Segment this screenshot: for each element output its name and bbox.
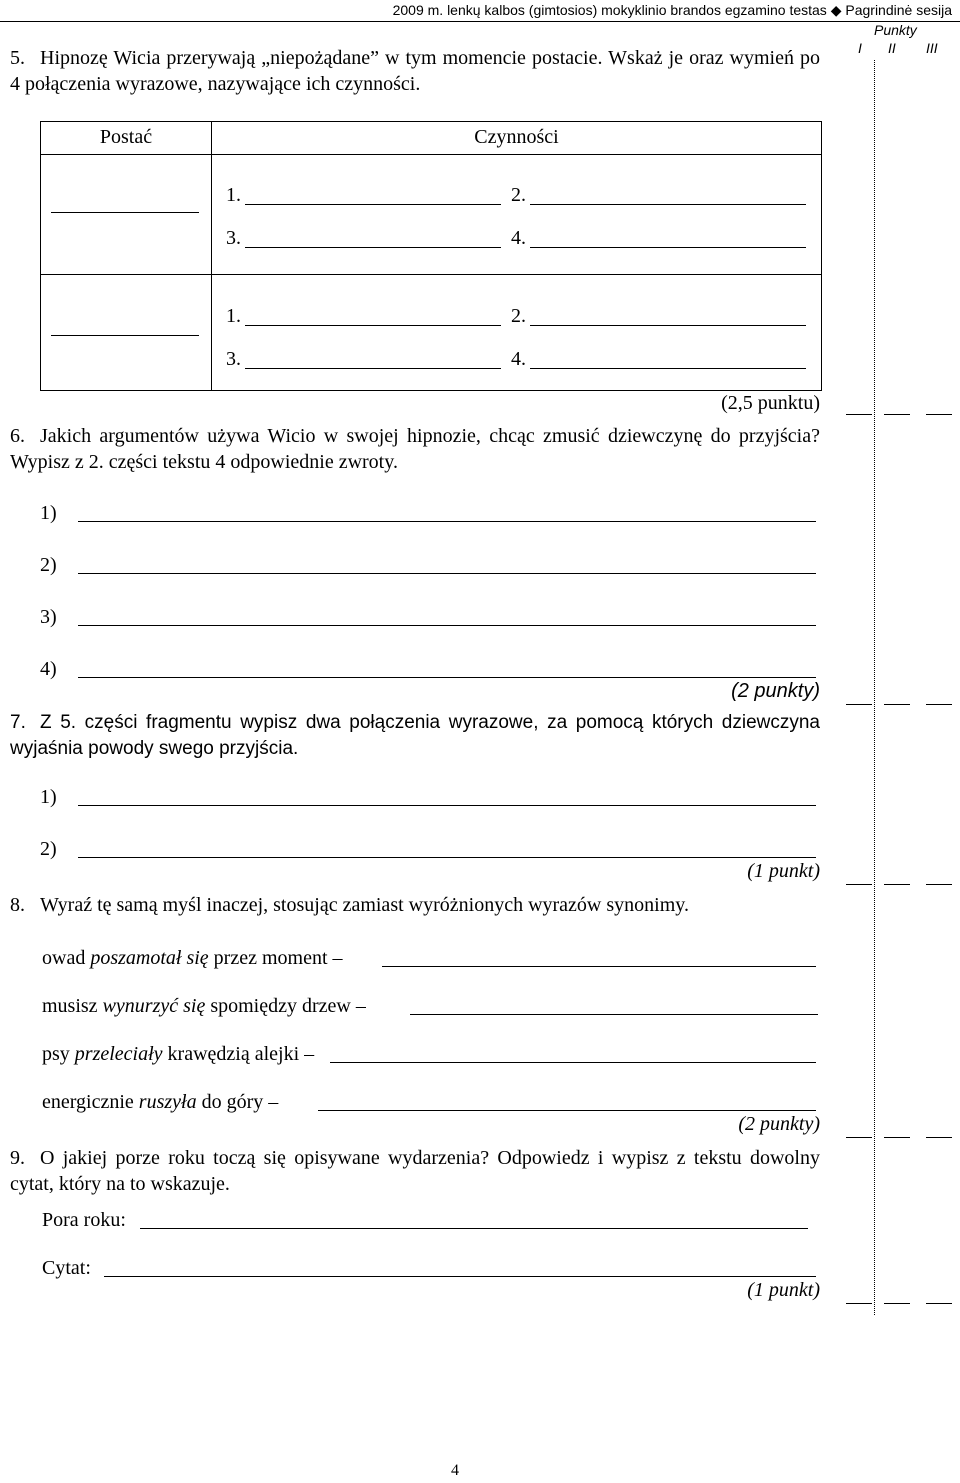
q8-row-4 [42,1089,278,1115]
q8-row-2-before: musisz [42,995,103,1017]
row1-answer-1[interactable] [245,204,501,205]
question-6-number: 6. [10,425,25,447]
q8-row-3 [42,1041,314,1067]
table-row-rule [41,274,821,275]
row1-answer-2[interactable] [530,204,806,205]
q8-row-2-highlighted: wynurzyć się [102,995,206,1017]
q6-answer-line-1[interactable] [78,521,816,522]
q8-answer-line-2[interactable] [410,1014,818,1015]
question-8-points: (2 punkty) [738,1113,820,1135]
row2-item-3: 3. [226,348,241,370]
page-number: 4 [451,1462,459,1479]
question-9-number: 9. [10,1147,25,1169]
row1-answer-4[interactable] [530,247,806,248]
q8-answer-line-4[interactable] [318,1110,816,1111]
table-header-rule [41,154,821,155]
q6-line-label-2: 2) [40,554,57,576]
q8-row-4-highlighted: ruszyła [138,1091,197,1113]
q8-row-2 [42,993,366,1019]
row2-answer-2[interactable] [530,325,806,326]
question-5-points: (2,5 punktu) [721,392,820,414]
character-answer-line-1[interactable] [51,212,199,213]
q8-answer-line-1[interactable] [382,966,816,967]
row2-item-1: 1. [226,305,241,327]
q8-row-1-after: przez moment – [208,947,343,969]
points-col-3: III [926,40,938,56]
row2-answer-3[interactable] [245,368,501,369]
question-6-text: Jakich argumentów używa Wicio w swojej hipnozie, chcąc zmusić dziewczynę do przyjścia? Wypisz z 2. części tekstu 4 odpowiednie zwroty. [10,425,820,473]
table-header-actions: Czynności [474,126,559,148]
question-5-text: Hipnozę Wicia przerywają „niepożądane” w tym momencie postacie. Wskaż je oraz wymień po 4 połączenia wyrazowe, nazywające ich czynności. [10,47,820,95]
question-7-number: 7. [10,712,26,733]
q7-answer-line-2[interactable] [78,857,816,858]
q8-row-4-before: energicznie [42,1091,139,1113]
points-col-2: II [888,40,896,56]
q6-answer-line-4[interactable] [78,677,816,678]
q8-row-3-before: psy [42,1043,75,1065]
question-5 [10,45,820,97]
q8-row-3-highlighted: przeleciały [74,1043,163,1065]
question-8 [10,892,820,918]
question-8-text: Wyraź tę samą myśl inaczej, stosując zamiast wyróżnionych wyrazów synonimy. [40,894,689,916]
question-5-number: 5. [10,47,25,69]
question-7-text: Z 5. części fragmentu wypisz dwa połączenia wyrazowe, za pomocą których dziewczyna wyjaśnia powody swego przyjścia. [10,712,820,759]
question-8-number: 8. [10,894,25,916]
q9-quote-label: Cytat: [42,1257,91,1279]
row1-item-2: 2. [511,184,526,206]
header-text: 2009 m. lenkų kalbos (gimtosios) mokyklinio brandos egzamino testas [392,2,827,18]
character-answer-line-2[interactable] [51,335,199,336]
table-header-character: Postać [99,126,153,148]
points-label: Punkty [874,22,917,38]
question-9-text: O jakiej porze roku toczą się opisywane wydarzenia? Odpowiedz i wypisz z tekstu dowolny cytat, który na to wskazuje. [10,1147,820,1195]
diamond-icon: ◆ [830,2,842,18]
q8-row-1-before: owad [42,947,91,969]
header-rule [0,21,960,22]
row2-item-2: 2. [511,305,526,327]
points-col-1: I [858,40,862,56]
actions-table [40,121,822,391]
question-9 [10,1145,820,1197]
q8-row-1 [42,945,343,971]
row2-item-4: 4. [511,348,526,370]
row2-answer-1[interactable] [245,325,501,326]
q8-row-3-after: krawędzią alejki – [162,1043,315,1065]
question-6-points: (2 punkty) [731,680,820,702]
q9-season-label: Pora roku: [42,1209,126,1231]
q8-row-4-after: do góry – [196,1091,279,1113]
q6-line-label-4: 4) [40,658,57,680]
page-header [393,2,952,19]
question-7 [10,710,820,762]
points-column-divider [874,60,875,1315]
header-session: Pagrindinė sesija [845,2,952,18]
row1-item-4: 4. [511,227,526,249]
q6-line-label-1: 1) [40,502,57,524]
row1-item-1: 1. [226,184,241,206]
q6-answer-line-3[interactable] [78,625,816,626]
row1-item-3: 3. [226,227,241,249]
question-6 [10,423,820,475]
row1-answer-3[interactable] [245,247,501,248]
question-7-points: (1 punkt) [747,860,820,882]
q9-season-answer-line[interactable] [140,1228,808,1229]
q9-quote-answer-line[interactable] [104,1276,816,1277]
q6-line-label-3: 3) [40,606,57,628]
q6-answer-line-2[interactable] [78,573,816,574]
table-col-rule [211,122,212,390]
question-9-points: (1 punkt) [747,1279,820,1301]
q7-line-label-2: 2) [40,838,57,860]
row2-answer-4[interactable] [530,368,806,369]
q7-answer-line-1[interactable] [78,805,816,806]
q7-line-label-1: 1) [40,786,57,808]
q8-row-2-after: spomiędzy drzew – [205,995,366,1017]
q8-answer-line-3[interactable] [330,1062,816,1063]
q8-row-1-highlighted: poszamotał się [90,947,209,969]
